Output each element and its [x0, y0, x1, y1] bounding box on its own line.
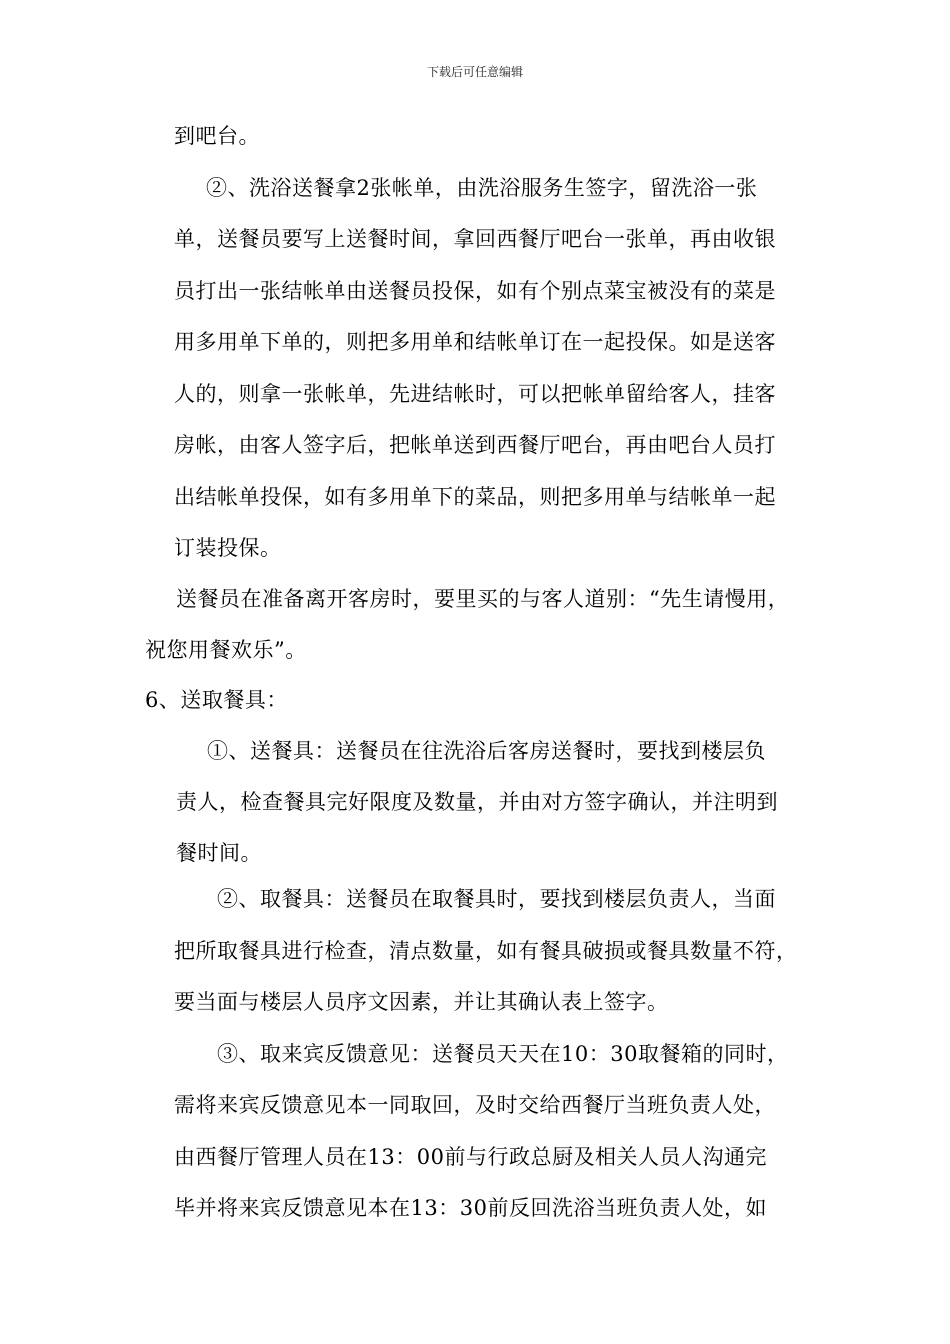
- text-line: 员打出一张结帐单由送餐员投保，如有个别点菜宝被没有的菜是: [174, 279, 776, 303]
- text-line: 餐时间。: [176, 841, 262, 865]
- text-line: ③、取来宾反馈意见：送餐员天天在10：30取餐箱的同时，: [217, 1042, 789, 1066]
- page-header: 下载后可任意编辑: [426, 65, 523, 79]
- text-line: 订装投保。: [174, 536, 282, 560]
- section-heading: 6、送取餐具：: [145, 688, 288, 712]
- text-line: 出结帐单投保，如有多用单下的菜品，则把多用单与结帐单一起: [174, 485, 776, 509]
- text-line: 要当面与楼层人员序文因素，并让其确认表上签字。: [174, 990, 669, 1014]
- text-line: 责人，检查餐具完好限度及数量，并由对方签字确认，并注明到: [176, 790, 778, 814]
- text-line: ②、取餐具：送餐员在取餐具时，要找到楼层负责人，当面: [217, 887, 776, 911]
- text-line: ②、洗浴送餐拿2张帐单，由洗浴服务生签字，留洗浴一张: [206, 176, 758, 200]
- text-line: 单，送餐员要写上送餐时间，拿回西餐厅吧台一张单，再由收银: [174, 227, 776, 251]
- text-line: 到吧台。: [174, 124, 260, 148]
- text-line: 需将来宾反馈意见本一同取回，及时交给西餐厅当班负责人处，: [174, 1093, 776, 1117]
- text-line: 房帐，由客人签字后，把帐单送到西餐厅吧台，再由吧台人员打: [174, 433, 776, 457]
- text-line: 送餐员在准备离开客房时，要里买的与客人道别：“先生请慢用，: [176, 587, 790, 611]
- text-line: 用多用单下单的，则把多用单和结帐单订在一起投保。如是送客: [174, 330, 776, 354]
- text-line: 祝您用餐欢乐”。: [145, 638, 307, 662]
- text-line: 人的，则拿一张帐单，先进结帐时，可以把帐单留给客人，挂客: [174, 382, 776, 406]
- text-line: 毕并将来宾反馈意见本在13：30前反回洗浴当班负责人处，如: [174, 1196, 767, 1220]
- text-line: 把所取餐具进行检查，清点数量，如有餐具破损或餐具数量不符，: [174, 939, 798, 963]
- text-line: ①、送餐具：送餐员在往洗浴后客房送餐时，要找到楼层负: [207, 739, 766, 763]
- text-line: 由西餐厅管理人员在13：00前与行政总厨及相关人员人沟通完: [174, 1145, 767, 1169]
